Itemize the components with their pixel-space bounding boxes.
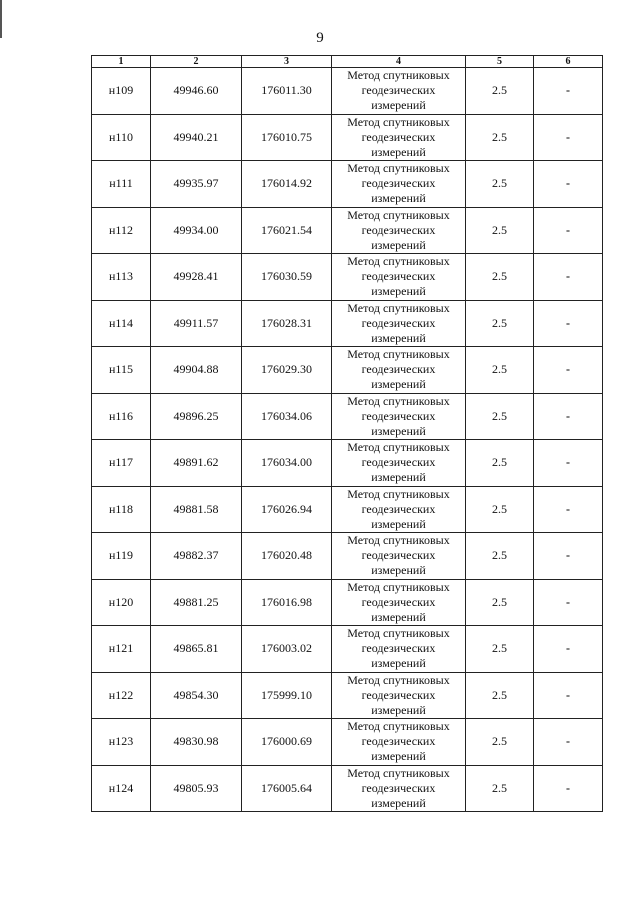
accuracy-cell: 2.5 [466, 114, 534, 161]
point-id-cell: н115 [92, 347, 151, 394]
note-cell: - [534, 347, 603, 394]
note-cell: - [534, 765, 603, 812]
method-cell [332, 672, 466, 719]
accuracy-cell: 2.5 [466, 393, 534, 440]
method-line-1: Метод спутниковых [347, 440, 450, 455]
point-id-cell: н111 [92, 161, 151, 208]
x-coordinate-cell: 49854.30 [151, 672, 242, 719]
y-coordinate-cell: 176028.31 [242, 300, 332, 347]
method-line-3: измерений [371, 656, 426, 671]
accuracy-cell: 2.5 [466, 626, 534, 673]
method-line-1: Метод спутниковых [347, 207, 450, 222]
note-cell: - [534, 486, 603, 533]
table-row [92, 440, 603, 487]
y-coordinate-cell: 176026.94 [242, 486, 332, 533]
note-cell: - [534, 68, 603, 115]
method-line-1: Метод спутниковых [347, 765, 450, 780]
method-line-3: измерений [371, 609, 426, 624]
method-line-1: Метод спутниковых [347, 161, 450, 176]
y-coordinate-cell: 176029.30 [242, 347, 332, 394]
method-line-2: геодезических [361, 641, 436, 656]
method-line-3: измерений [371, 470, 426, 485]
x-coordinate-cell: 49935.97 [151, 161, 242, 208]
method-line-1: Метод спутниковых [347, 347, 450, 362]
method-cell [332, 719, 466, 766]
method-line-1: Метод спутниковых [347, 719, 450, 734]
note-cell: - [534, 719, 603, 766]
method-line-2: геодезических [361, 129, 436, 144]
method-line-3: измерений [371, 516, 426, 531]
x-coordinate-cell: 49928.41 [151, 254, 242, 301]
method-line-1: Метод спутниковых [347, 672, 450, 687]
y-coordinate-cell: 175999.10 [242, 672, 332, 719]
method-cell [332, 486, 466, 533]
method-line-1: Метод спутниковых [347, 579, 450, 594]
table-row [92, 579, 603, 626]
header-col-5: 5 [466, 56, 534, 68]
table-row [92, 672, 603, 719]
note-cell: - [534, 254, 603, 301]
method-cell [332, 114, 466, 161]
table-row [92, 300, 603, 347]
accuracy-cell: 2.5 [466, 68, 534, 115]
y-coordinate-cell: 176034.00 [242, 440, 332, 487]
header-col-1: 1 [92, 56, 151, 68]
note-cell: - [534, 579, 603, 626]
header-col-3: 3 [242, 56, 332, 68]
point-id-cell: н119 [92, 533, 151, 580]
y-coordinate-cell: 176030.59 [242, 254, 332, 301]
method-line-2: геодезических [361, 222, 436, 237]
y-coordinate-cell: 176005.64 [242, 765, 332, 812]
method-line-1: Метод спутниковых [347, 626, 450, 641]
table-row [92, 347, 603, 394]
method-line-3: измерений [371, 377, 426, 392]
point-id-cell: н123 [92, 719, 151, 766]
header-col-2: 2 [151, 56, 242, 68]
accuracy-cell: 2.5 [466, 300, 534, 347]
note-cell: - [534, 533, 603, 580]
point-id-cell: н113 [92, 254, 151, 301]
point-id-cell: н116 [92, 393, 151, 440]
accuracy-cell: 2.5 [466, 672, 534, 719]
method-line-2: геодезических [361, 408, 436, 423]
method-line-3: измерений [371, 563, 426, 578]
page-number: 9 [316, 30, 324, 46]
point-id-cell: н124 [92, 765, 151, 812]
method-cell [332, 626, 466, 673]
method-line-1: Метод спутниковых [347, 68, 450, 83]
method-line-2: геодезических [361, 269, 436, 284]
method-line-3: измерений [371, 423, 426, 438]
table-header-row [92, 56, 603, 68]
method-line-2: геодезических [361, 362, 436, 377]
method-line-1: Метод спутниковых [347, 393, 450, 408]
table-row [92, 719, 603, 766]
y-coordinate-cell: 176016.98 [242, 579, 332, 626]
method-cell [332, 533, 466, 580]
method-line-3: измерений [371, 330, 426, 345]
method-line-2: геодезических [361, 315, 436, 330]
method-cell [332, 254, 466, 301]
x-coordinate-cell: 49946.60 [151, 68, 242, 115]
x-coordinate-cell: 49881.25 [151, 579, 242, 626]
point-id-cell: н120 [92, 579, 151, 626]
x-coordinate-cell: 49904.88 [151, 347, 242, 394]
accuracy-cell: 2.5 [466, 579, 534, 626]
method-line-1: Метод спутниковых [347, 533, 450, 548]
accuracy-cell: 2.5 [466, 765, 534, 812]
y-coordinate-cell: 176034.06 [242, 393, 332, 440]
accuracy-cell: 2.5 [466, 207, 534, 254]
method-line-2: геодезических [361, 501, 436, 516]
method-line-2: геодезических [361, 687, 436, 702]
y-coordinate-cell: 176003.02 [242, 626, 332, 673]
point-id-cell: н114 [92, 300, 151, 347]
method-cell [332, 765, 466, 812]
method-cell [332, 440, 466, 487]
accuracy-cell: 2.5 [466, 347, 534, 394]
method-line-3: измерений [371, 237, 426, 252]
point-id-cell: н118 [92, 486, 151, 533]
x-coordinate-cell: 49881.58 [151, 486, 242, 533]
x-coordinate-cell: 49896.25 [151, 393, 242, 440]
accuracy-cell: 2.5 [466, 486, 534, 533]
point-id-cell: н112 [92, 207, 151, 254]
coordinates-table [91, 55, 603, 812]
accuracy-cell: 2.5 [466, 533, 534, 580]
x-coordinate-cell: 49882.37 [151, 533, 242, 580]
note-cell: - [534, 672, 603, 719]
method-line-2: геодезических [361, 548, 436, 563]
note-cell: - [534, 440, 603, 487]
method-line-2: геодезических [361, 734, 436, 749]
x-coordinate-cell: 49805.93 [151, 765, 242, 812]
method-line-2: геодезических [361, 176, 436, 191]
method-line-1: Метод спутниковых [347, 114, 450, 129]
note-cell: - [534, 300, 603, 347]
method-cell [332, 300, 466, 347]
point-id-cell: н121 [92, 626, 151, 673]
table-row [92, 393, 603, 440]
method-line-1: Метод спутниковых [347, 486, 450, 501]
method-line-2: геодезических [361, 780, 436, 795]
header-col-4: 4 [332, 56, 466, 68]
method-line-3: измерений [371, 98, 426, 113]
note-cell: - [534, 207, 603, 254]
note-cell: - [534, 626, 603, 673]
y-coordinate-cell: 176000.69 [242, 719, 332, 766]
x-coordinate-cell: 49911.57 [151, 300, 242, 347]
table-row [92, 207, 603, 254]
accuracy-cell: 2.5 [466, 440, 534, 487]
method-line-3: измерений [371, 702, 426, 717]
method-cell [332, 347, 466, 394]
method-cell [332, 68, 466, 115]
method-cell [332, 393, 466, 440]
table-row [92, 68, 603, 115]
method-line-2: геодезических [361, 83, 436, 98]
point-id-cell: н109 [92, 68, 151, 115]
method-cell [332, 161, 466, 208]
table-body [92, 68, 603, 812]
x-coordinate-cell: 49891.62 [151, 440, 242, 487]
note-cell: - [534, 114, 603, 161]
x-coordinate-cell: 49940.21 [151, 114, 242, 161]
table-row [92, 161, 603, 208]
header-col-6: 6 [534, 56, 603, 68]
method-line-3: измерений [371, 191, 426, 206]
method-cell [332, 579, 466, 626]
y-coordinate-cell: 176010.75 [242, 114, 332, 161]
y-coordinate-cell: 176011.30 [242, 68, 332, 115]
method-line-3: измерений [371, 284, 426, 299]
accuracy-cell: 2.5 [466, 254, 534, 301]
method-line-1: Метод спутниковых [347, 254, 450, 269]
method-line-2: геодезических [361, 455, 436, 470]
table-row [92, 254, 603, 301]
method-cell [332, 207, 466, 254]
y-coordinate-cell: 176014.92 [242, 161, 332, 208]
method-line-3: измерений [371, 749, 426, 764]
point-id-cell: н122 [92, 672, 151, 719]
method-line-1: Метод спутниковых [347, 300, 450, 315]
note-cell: - [534, 393, 603, 440]
table-row [92, 533, 603, 580]
table-row [92, 486, 603, 533]
table-row [92, 114, 603, 161]
accuracy-cell: 2.5 [466, 719, 534, 766]
y-coordinate-cell: 176020.48 [242, 533, 332, 580]
x-coordinate-cell: 49934.00 [151, 207, 242, 254]
accuracy-cell: 2.5 [466, 161, 534, 208]
point-id-cell: н110 [92, 114, 151, 161]
point-id-cell: н117 [92, 440, 151, 487]
method-line-2: геодезических [361, 594, 436, 609]
method-line-3: измерений [371, 144, 426, 159]
method-line-3: измерений [371, 795, 426, 810]
x-coordinate-cell: 49830.98 [151, 719, 242, 766]
x-coordinate-cell: 49865.81 [151, 626, 242, 673]
note-cell: - [534, 161, 603, 208]
y-coordinate-cell: 176021.54 [242, 207, 332, 254]
table-row [92, 626, 603, 673]
table-row [92, 765, 603, 812]
